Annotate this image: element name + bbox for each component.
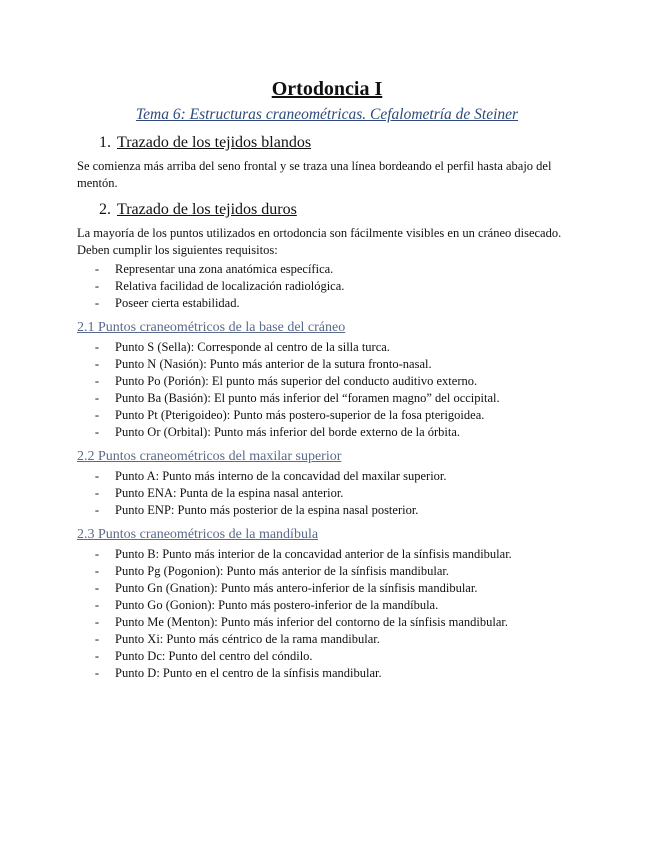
bullet-dash: - bbox=[94, 503, 100, 517]
bullet-dash: - bbox=[94, 598, 100, 612]
section-number: 1. bbox=[99, 134, 111, 151]
list-item: - Punto S (Sella): Corresponde al centro de la silla turca. bbox=[77, 339, 577, 356]
bullet-dash: - bbox=[94, 632, 100, 646]
points-list-mandibula bbox=[77, 546, 577, 682]
section-title: Trazado de los tejidos duros bbox=[117, 201, 297, 218]
section-title: Trazado de los tejidos blandos bbox=[117, 134, 312, 151]
bullet-dash: - bbox=[94, 547, 100, 561]
bullet-dash: - bbox=[94, 391, 100, 405]
bullet-dash: - bbox=[94, 581, 100, 595]
bullet-dash: - bbox=[94, 279, 100, 293]
points-list-maxilar bbox=[77, 468, 577, 519]
section-heading-2 bbox=[77, 200, 577, 220]
bullet-dash: - bbox=[94, 296, 100, 310]
document-subtitle: Tema 6: Estructuras craneométricas. Cefalometría de Steiner bbox=[135, 106, 519, 123]
bullet-dash: - bbox=[94, 357, 100, 371]
points-list-base-craneo bbox=[77, 339, 577, 441]
bullet-dash: - bbox=[94, 262, 100, 276]
bullet-dash: - bbox=[94, 615, 100, 629]
list-item: - Punto Go (Gonion): Punto más postero-inferior de la mandíbula. bbox=[77, 597, 577, 614]
bullet-dash: - bbox=[94, 408, 100, 422]
list-item: - Punto Pt (Pterigoideo): Punto más postero-superior de la fosa pterigoidea. bbox=[77, 407, 577, 424]
bullet-dash: - bbox=[94, 486, 100, 500]
list-item: - Punto D: Punto en el centro de la sínfisis mandibular. bbox=[77, 665, 577, 682]
list-item: - Relativa facilidad de localización radiológica. bbox=[77, 278, 577, 295]
bullet-dash: - bbox=[94, 425, 100, 439]
list-item: - Poseer cierta estabilidad. bbox=[77, 295, 577, 312]
list-item: - Punto Or (Orbital): Punto más inferior del borde externo de la órbita. bbox=[77, 424, 577, 441]
list-item: - Punto Xi: Punto más céntrico de la rama mandibular. bbox=[77, 631, 577, 648]
subsection-heading-2-2: 2.2 Puntos craneométricos del maxilar superior bbox=[77, 449, 342, 464]
bullet-dash: - bbox=[94, 340, 100, 354]
subsection-heading-2-3: 2.3 Puntos craneométricos de la mandíbula bbox=[77, 527, 319, 542]
list-item: - Punto Me (Menton): Punto más inferior del contorno de la sínfisis mandibular. bbox=[77, 614, 577, 631]
list-item: - Punto Po (Porión): El punto más superior del conducto auditivo externo. bbox=[77, 373, 577, 390]
bullet-dash: - bbox=[94, 564, 100, 578]
list-item: - Punto ENA: Punta de la espina nasal anterior. bbox=[77, 485, 577, 502]
section-number: 2. bbox=[99, 201, 111, 218]
list-item: - Punto Gn (Gnation): Punto más antero-inferior de la sínfisis mandibular. bbox=[77, 580, 577, 597]
section-2-text: La mayoría de los puntos utilizados en ortodoncia son fácilmente visibles en un cráneo disecado. Deben cumplir los siguientes requisitos: bbox=[77, 226, 562, 257]
section-heading-1 bbox=[77, 133, 577, 153]
list-item: - Punto Pg (Pogonion): Punto más anterior de la sínfisis mandibular. bbox=[77, 563, 577, 580]
bullet-dash: - bbox=[94, 666, 100, 680]
list-item: - Punto Dc: Punto del centro del cóndilo. bbox=[77, 648, 577, 665]
requirements-list bbox=[77, 261, 577, 312]
list-item: - Punto N (Nasión): Punto más anterior de la sutura fronto-nasal. bbox=[77, 356, 577, 373]
document-title: Ortodoncia I bbox=[271, 78, 383, 100]
list-item: - Representar una zona anatómica específica. bbox=[77, 261, 577, 278]
list-item: - Punto ENP: Punto más posterior de la espina nasal posterior. bbox=[77, 502, 577, 519]
bullet-dash: - bbox=[94, 649, 100, 663]
subsection-heading-2-1: 2.1 Puntos craneométricos de la base del cráneo bbox=[77, 320, 346, 335]
document-page bbox=[77, 76, 577, 682]
section-1-text: Se comienza más arriba del seno frontal y se traza una línea bordeando el perfil hasta abajo del mentón. bbox=[77, 159, 552, 190]
list-item: - Punto B: Punto más interior de la concavidad anterior de la sínfisis mandibular. bbox=[77, 546, 577, 563]
bullet-dash: - bbox=[94, 469, 100, 483]
bullet-dash: - bbox=[94, 374, 100, 388]
list-item: - Punto A: Punto más interno de la concavidad del maxilar superior. bbox=[77, 468, 577, 485]
list-item: - Punto Ba (Basión): El punto más inferior del “foramen magno” del occipital. bbox=[77, 390, 577, 407]
